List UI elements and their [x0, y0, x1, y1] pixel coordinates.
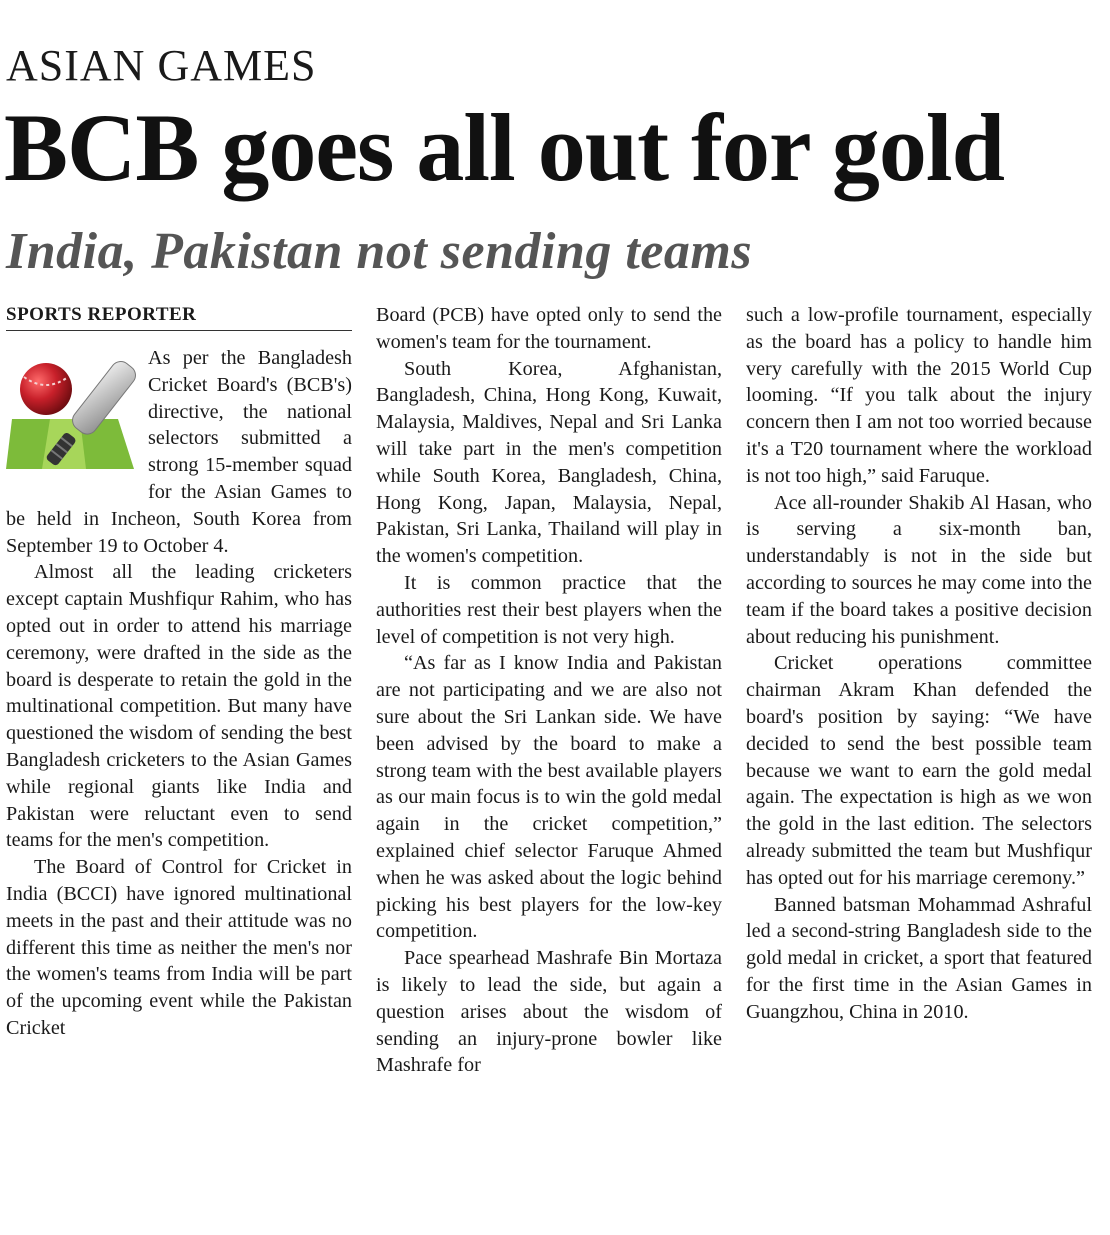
paragraph: It is common practice that the authorities rest their best players when the level of competition is not very high.	[376, 571, 722, 648]
article-column-2	[376, 302, 722, 1079]
paragraph: “As far as I know India and Pakistan are not participating and we are also not sure about the Sri Lankan side. We have been advised by the board to make a strong team with the best available players as our main focus is to win the gold medal again in the cricket competition,” explained chief selector Faruque Ahmed when he was asked about the logic behind picking his best players for the low-key competition.	[376, 652, 722, 943]
paragraph: Banned batsman Mohammad Ashraful led a second-string Bangladesh side to the gold medal in cricket, a sport that featured for the first time in the Asian Games in Guangzhou, China in 2010.	[746, 893, 1092, 1023]
paragraph: Board (PCB) have opted only to send the women's team for the tournament.	[376, 304, 722, 353]
headline: BCB goes all out for gold	[4, 94, 1004, 201]
paragraph: Ace all-rounder Shakib Al Hasan, who is serving a six-month ban, understandably is not in the side but according to sources he may come into the team if the board takes a positive decision about reducing his punishment.	[746, 491, 1092, 648]
cricket-ball-bat-icon	[6, 347, 142, 485]
paragraph: As per the Bangladesh Cricket Board's (BCB's) directive, the national selectors submitted a strong 15-member squad for the Asian Games to be held in Incheon, South Korea from September 19 to October 4.	[6, 347, 352, 557]
section-kicker: ASIAN GAMES	[6, 41, 317, 90]
article-column-1	[6, 345, 352, 1042]
subheadline: India, Pakistan not sending teams	[6, 223, 753, 280]
paragraph: South Korea, Afghanistan, Bangladesh, China, Hong Kong, Kuwait, Malaysia, Maldives, Nepal and Sri Lanka will take part in the men's competition while South Korea, Bangladesh, China, Hong Kong, Japan, Malaysia, Nepal, Pakistan, Sri Lanka, Thailand will play in the women's competition.	[376, 357, 722, 568]
byline: SPORTS REPORTER	[6, 304, 352, 331]
paragraph: The Board of Control for Cricket in India (BCCI) have ignored multinational meets in the past and their attitude was no different this time as neither the men's nor the women's teams from India will be part of the upcoming event while the Pakistan Cricket	[6, 856, 352, 1039]
paragraph: such a low-profile tournament, especially as the board has a policy to handle him very carefully with the 2015 World Cup looming. “If you talk about the injury concern then I am not too worried because it's a T20 tournament where the workload is not too high,” said Faruque.	[746, 304, 1092, 487]
paragraph: Cricket operations committee chairman Akram Khan defended the board's position by saying: “We have decided to send the best possible team because we want to earn the gold medal again. The expectation is high as we won the gold in the last edition. The selectors already submitted the team but Mushfiqur has opted out for his marriage ceremony.”	[746, 652, 1092, 889]
paragraph: Pace spearhead Mashrafe Bin Mortaza is likely to lead the side, but again a question arises about the wisdom of sending an injury-prone bowler like Mashrafe for	[376, 947, 722, 1077]
article-column-3	[746, 302, 1092, 1026]
paragraph: Almost all the leading cricketers except captain Mushfiqur Rahim, who has opted out in order to attend his marriage ceremony, were drafted in the side as the board is desperate to retain the gold in the multinational competition. But many have questioned the wisdom of sending the best Bangladesh cricketers to the Asian Games while regional giants like India and Pakistan were reluctant even to send teams for the men's competition.	[6, 561, 352, 852]
